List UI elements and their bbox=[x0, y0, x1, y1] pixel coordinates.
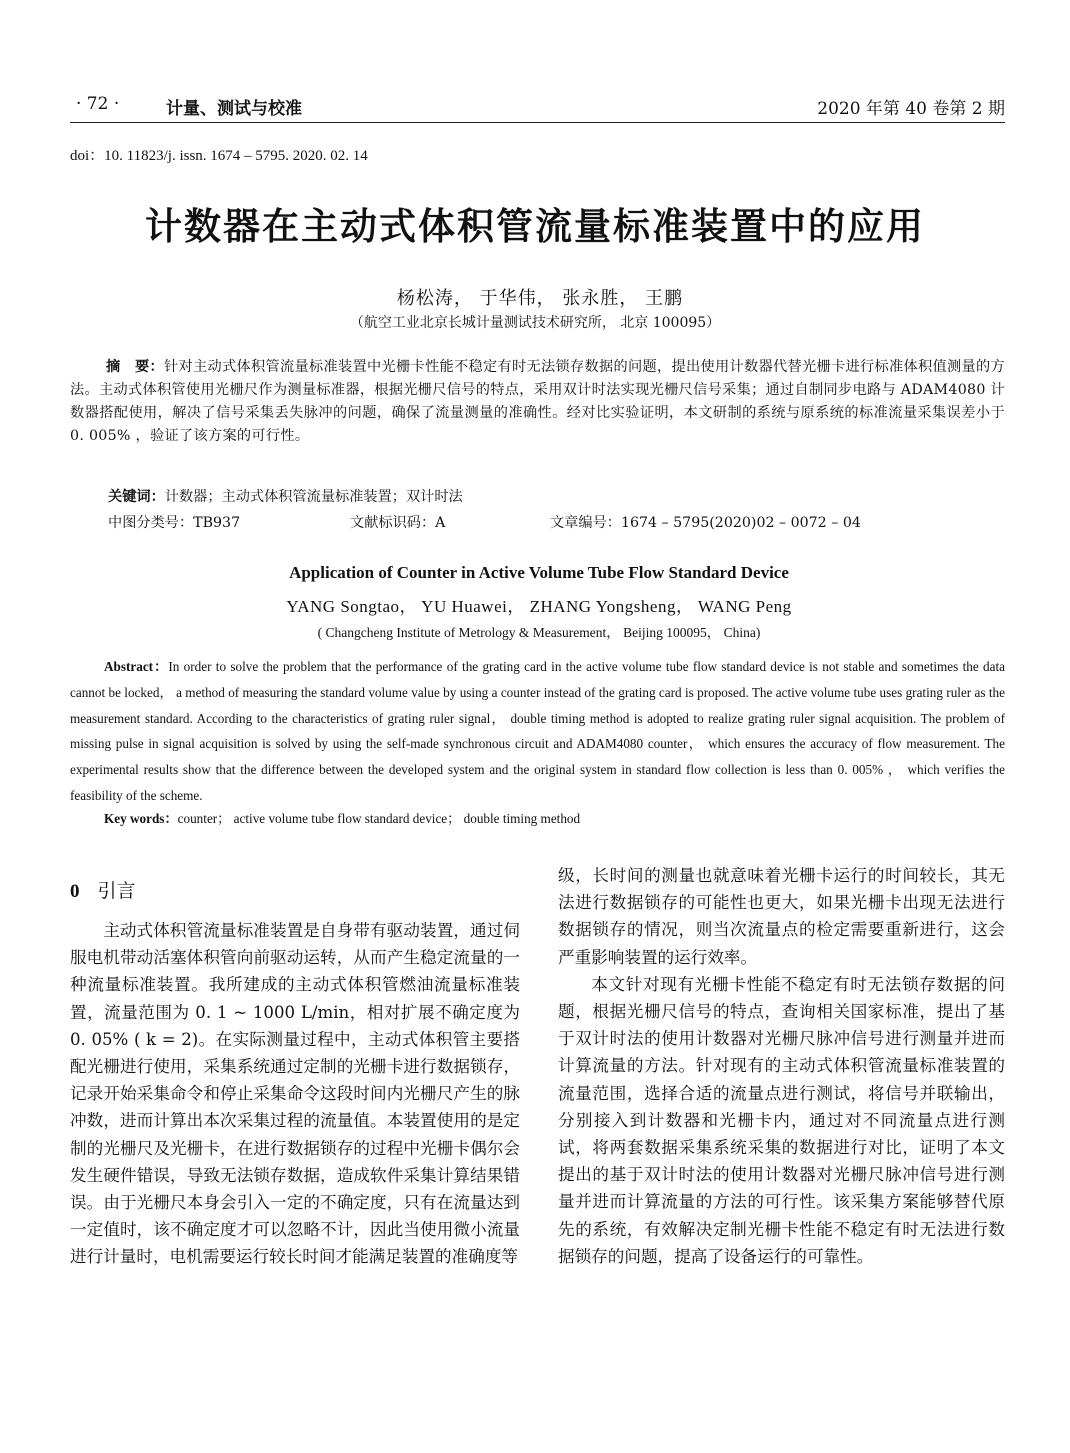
authors: 杨松涛， 于华伟， 张永胜， 王鹏 bbox=[396, 288, 684, 309]
clc-number: 中图分类号：TB937 bbox=[108, 515, 241, 531]
keywords-label: 关键词： bbox=[108, 489, 165, 505]
right-column bbox=[558, 862, 1005, 1270]
body-paragraph: 级，长时间的测量也就意味着光栅卡运行的时间较长，其无法进行数据锁存的可能性也更大，如果光栅卡出现无法进行数据锁存的情况，则当次流量点的检定需要重新进行，这会严重影响装置的运行效率。 bbox=[558, 866, 1005, 967]
section-number: 0 bbox=[70, 881, 80, 902]
article-number: 文章编号：1674 – 5795(2020)02 – 0072 – 04 bbox=[550, 515, 861, 531]
left-column bbox=[70, 917, 520, 1271]
paper-title: 计数器在主动式体积管流量标准装置中的应用 bbox=[145, 205, 925, 248]
section-heading bbox=[70, 876, 136, 903]
doi: doi：10. 11823/j. issn. 1674 – 5795. 2020. 02. 14 bbox=[70, 148, 368, 164]
english-affiliation: ( Changcheng Institute of Metrology & Measurement， Beijing 100095， China) bbox=[317, 625, 761, 640]
english-keywords-label: Key words： bbox=[104, 811, 178, 826]
running-header bbox=[70, 92, 1005, 123]
english-abstract-text: In order to solve the problem that the performance of the grating card in the active volume tube flow standard device is not stable and sometimes the data cannot be locked， a method of measuring the standard volume value by using a counter instead of the grating card is proposed. The active volume tube uses grating ruler as the measurement standard. According to the characteristics of grating ruler signal， double timing method is adopted to realize grating ruler signal acquisition. The problem of missing pulse in signal acquisition is solved by using the self-made synchronous circuit and ADAM4080 counter， which ensures the accuracy of flow measurement. The experimental results show that the difference between the developed system and the original system in standard flow collection is less than 0. 005% ， which verifies the feasibility of the scheme. bbox=[70, 659, 1006, 803]
abstract-label: 摘 要： bbox=[106, 359, 165, 375]
english-title: Application of Counter in Active Volume Tube Flow Standard Device bbox=[289, 563, 789, 582]
english-abstract bbox=[70, 654, 1005, 809]
classification-line bbox=[108, 512, 1008, 534]
keywords-text: 计数器；主动式体积管流量标准装置；双计时法 bbox=[164, 489, 463, 505]
chinese-abstract bbox=[70, 356, 1005, 448]
document-code: 文献标识码：A bbox=[350, 515, 446, 531]
issue-info: 2020 年第 40 卷第 2 期 bbox=[817, 99, 1005, 119]
abstract-text: 针对主动式体积管流量标准装置中光栅卡性能不稳定有时无法锁存数据的问题，提出使用计数器代替光栅卡进行标准体积值测量的方法。主动式体积管使用光栅尺作为测量标准器，根据光栅尺信号的特点，采用双计时法实现光栅尺信号采集；通过自制同步电路与 ADAM4080 计数器搭配使用，解决了信号采集丢失脉冲的问题，确保了流量测量的准确性。经对比实验证明，本文研制的系统与原系统的标准流量采集误差小于 0. 005% ，验证了该方案的可行性。 bbox=[70, 359, 1005, 444]
english-keywords-text: counter； active volume tube flow standard device； double timing method bbox=[177, 811, 581, 826]
page-number: · 72 · bbox=[76, 94, 120, 114]
english-keywords bbox=[104, 808, 1004, 827]
english-authors: YANG Songtao， YU Huawei， ZHANG Yongsheng， WANG Peng bbox=[286, 597, 792, 616]
section-title: 引言 bbox=[97, 880, 136, 902]
chinese-keywords bbox=[108, 486, 1008, 506]
journal-name: 计量、测试与校准 bbox=[166, 99, 302, 119]
affiliation: （航空工业北京长城计量测试技术研究所， 北京 100095） bbox=[349, 315, 721, 331]
body-paragraph: 主动式体积管流量标准装置是自身带有驱动装置，通过伺服电机带动活塞体积管向前驱动运转，从而产生稳定流量的一种流量标准装置。我所建成的主动式体积管燃油流量标准装置，流量范围为 0. 1 ~ 1000 L/min，相对扩展不确定度为 0. 05% ( k = 2)。在实际测量过程中，主动式体积管主要搭配光栅进行使用，采集系统通过定制的光栅卡进行数据锁存，记录开始采集命令和停止采集命令这段时间内光栅尺产生的脉冲数，进而计算出本次采集过程的流量值。本装置使用的是定制的光栅尺及光栅卡，在进行数据锁存的过程中光栅卡偶尔会发生硬件错误，导致无法锁存数据，造成软件采集计算结果错误。由于光栅尺本身会引入一定的不确定度，只有在流量达到一定值时，该不确定度才可以忽略不计，因此当使用微小流量进行计量时，电机需要运行较长时间才能满足装置的准确度等 bbox=[70, 921, 520, 1267]
english-abstract-label: Abstract： bbox=[104, 659, 169, 674]
body-paragraph: 本文针对现有光栅卡性能不稳定有时无法锁存数据的问题，根据光栅尺信号的特点，查询相关国家标准，提出了基于双计时法的使用计数器对光栅尺脉冲信号进行测量并进而计算流量的方法。针对现有的主动式体积管流量标准装置的流量范围，选择合适的流量点进行测试，将信号并联输出，分别接入到计数器和光栅卡内，通过对不同流量点进行测试，将两套数据采集系统采集的数据进行对比，证明了本文提出的基于双计时法的使用计数器对光栅尺脉冲信号进行测量并进而计算流量的方法的可行性。该采集方案能够替代原先的系统，有效解决定制光栅卡性能不稳定有时无法进行数据锁存的问题，提高了设备运行的可靠性。 bbox=[558, 974, 1005, 1266]
